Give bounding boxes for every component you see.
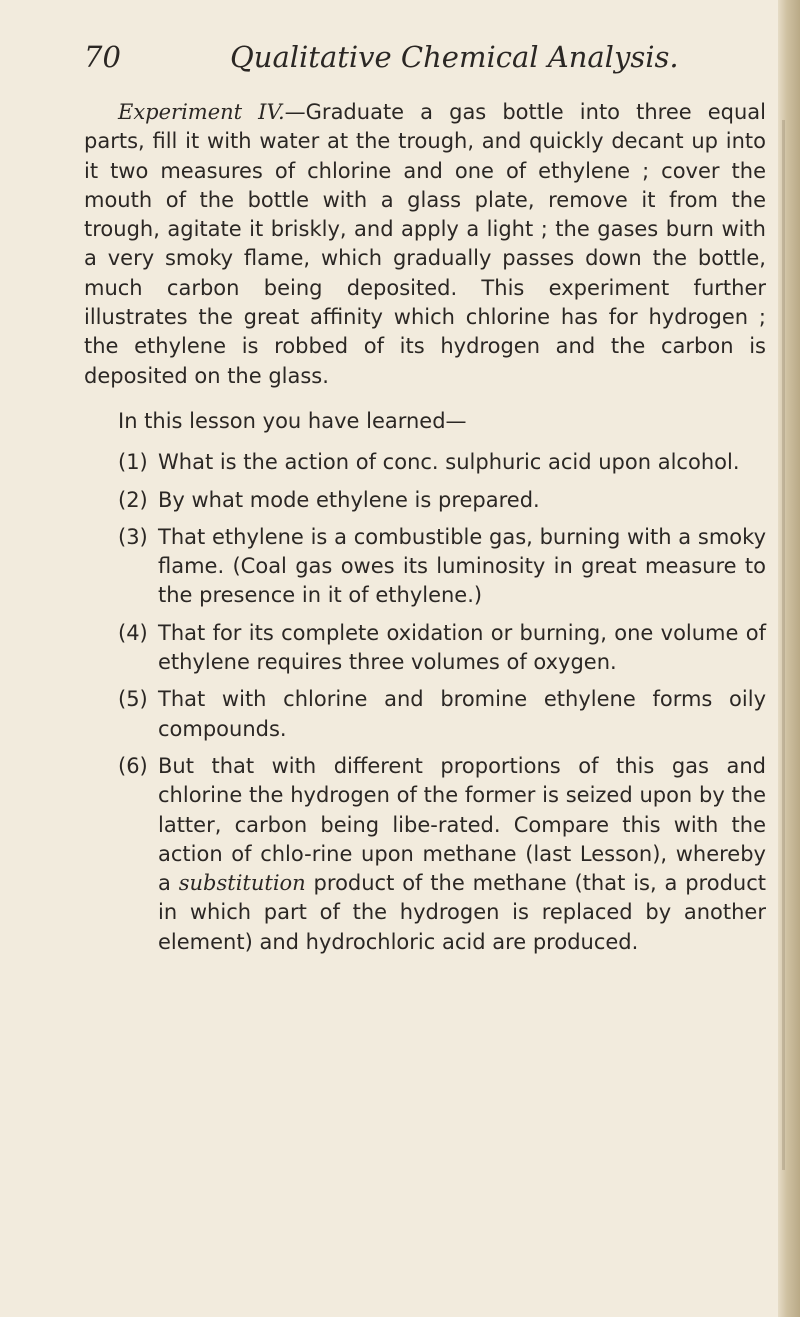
item-number: (4) [118,620,148,645]
summary-item-3 [84,523,766,611]
item-text-after: product of the methane (that is, a product in which part of the hydrogen is replaced by another element) and hydrochloric acid are produced. [158,871,766,954]
item-number: (6) [118,753,148,778]
item-number: (1) [118,450,148,475]
summary-item-5 [84,685,766,744]
item-text: That with chlorine and bromine ethylene forms oily compounds. [158,687,766,741]
page-edge-shadow [778,0,800,1317]
summary-item-1 [84,448,766,477]
item-text: By what mode ethylene is prepared. [158,487,540,512]
item-text: What is the action of conc. sulphuric acid upon alcohol. [158,450,740,475]
item-number: (5) [118,687,148,712]
item-text: That ethylene is a combustible gas, burning with a smoky flame. (Coal gas owes its luminosity in great measure to the presence in it of ethylene.) [158,524,766,608]
running-head [84,40,679,84]
book-title: Qualitative Chemical Analysis. [230,40,679,74]
summary-item-4 [84,619,766,678]
item-number: (2) [118,487,148,512]
item-text: That for its complete oxidation or burning, one volume of ethylene requires three volumes of oxygen. [158,620,766,675]
item-emphasis: substitution [178,871,306,896]
experiment-label: Experiment IV. [118,100,285,124]
experiment-body: —Graduate a gas bottle into three equal parts, fill it with water at the trough, and quickly decant up into it two measures of chlorine and one of ethylene ; cover the mouth of the bottle with a glass plate, remove it from the trough, agitate it briskly, and apply a light ; the gases burn with a very smoky flame, which gradually passes down the bottle, much carbon being deposited. This experiment further illustrates the great affinity which chlorine has for hydrogen ; the ethylene is robbed of its hydrogen and the carbon is deposited on the glass. [84,100,766,388]
summary-intro: In this lesson you have learned— [118,408,467,433]
item-text-before: But that with different proportions of this gas and chlorine the hydrogen of the former is seized upon by the latter, carbon being libe-rated. Compare this with the action of chlo-rine upon methane (last Lesson), whereby a [158,753,766,896]
text-block [84,98,766,965]
item-number: (3) [118,524,148,549]
page-number: 70 [84,40,121,74]
summary-item-2 [84,486,766,515]
summary-list [84,448,766,957]
summary-item-6 [84,752,766,957]
experiment-paragraph [84,98,766,391]
